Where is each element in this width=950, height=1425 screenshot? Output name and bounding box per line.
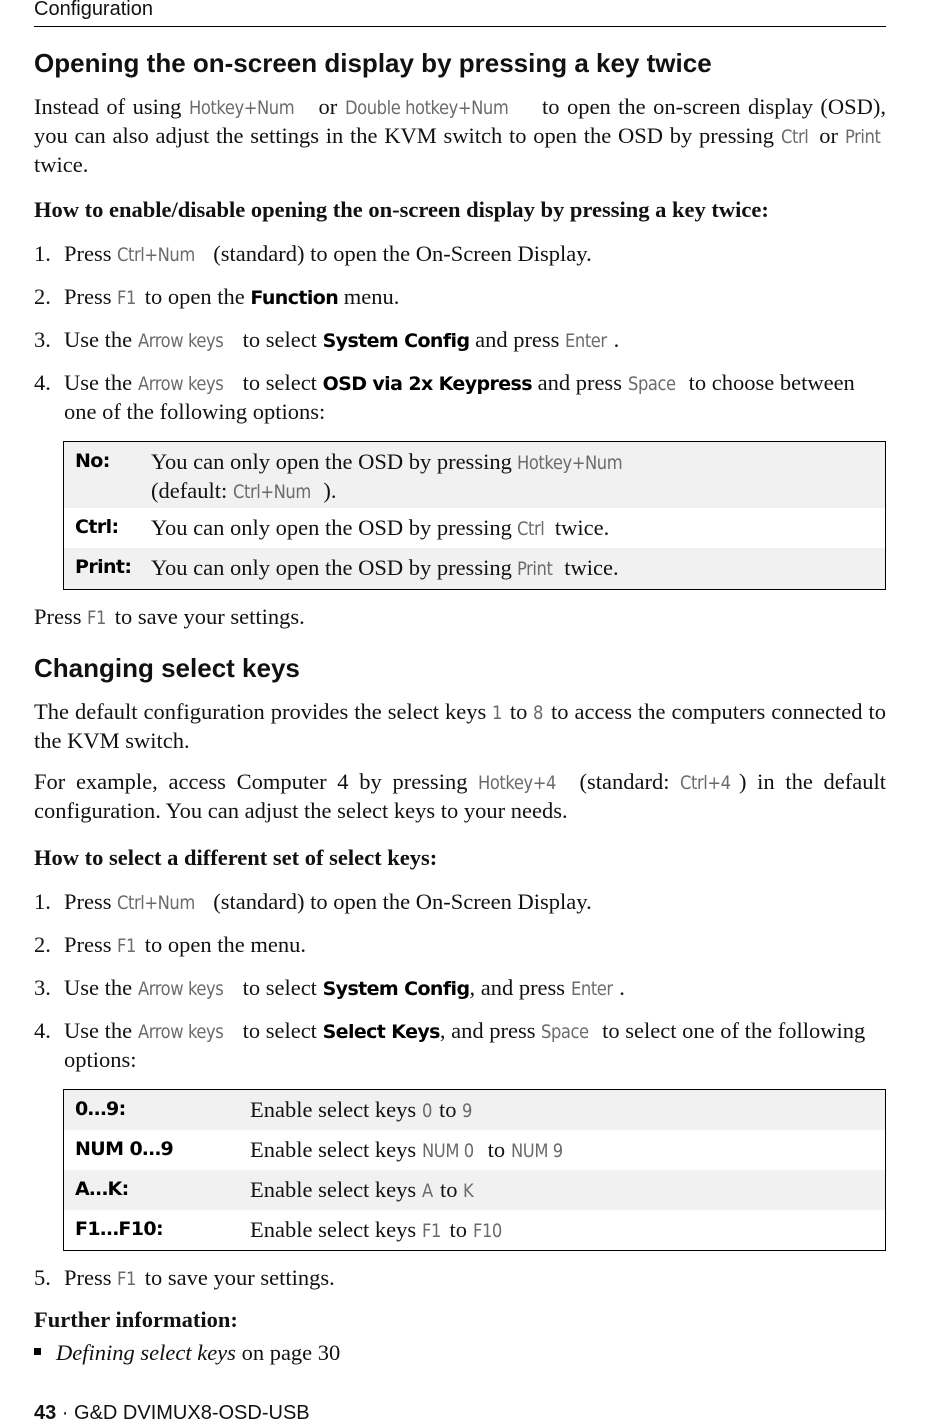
product-name: G&D DVIMUX8-OSD-USB: [74, 1402, 310, 1424]
option-row: Ctrl: You can only open the OSD by pressing Ctrl twice.: [75, 515, 610, 540]
option-row: 0…9: Enable select keys 0 to 9: [64, 1090, 885, 1130]
header-divider: [34, 26, 886, 27]
step-item: 4. Use the Arrow keys to select OSD via 2x Keypress and press Space to choose between one of the following options:: [34, 370, 855, 424]
cross-reference-link[interactable]: Defining select keys: [56, 1340, 236, 1365]
section-title-osd-twice: Opening the on-screen display by pressing a key twice: [34, 48, 712, 78]
select-keys-options-table: [63, 1089, 886, 1251]
option-row: No: You can only open the OSD by pressing Hotkey+Num (default: Ctrl+Num ).: [64, 442, 885, 508]
example-paragraph: For example, access Computer 4 by pressing Hotkey+4 (standard: Ctrl+4 ) in the default configuration. You can adjust the select keys to your needs.: [34, 769, 886, 823]
option-key: Print:: [75, 556, 132, 578]
option-row: Print: You can only open the OSD by pressing Print twice.: [64, 548, 885, 589]
running-header: Configuration: [34, 0, 153, 20]
howto-heading-select: How to select a different set of select keys:: [34, 845, 438, 870]
option-key: A…K:: [75, 1178, 129, 1200]
option-key: NUM 0…9: [75, 1138, 174, 1160]
step-item: 4. Use the Arrow keys to select Select Keys, and press Space to select one of the following options:: [34, 1018, 866, 1072]
section-title-select-keys: Changing select keys: [34, 653, 300, 683]
step-item: 1. Press Ctrl+Num (standard) to open the On-Screen Display.: [34, 241, 592, 266]
further-info-heading: Further information:: [34, 1307, 238, 1332]
step-item: 1. Press Ctrl+Num (standard) to open the On-Screen Display.: [34, 889, 592, 914]
step-item: 3. Use the Arrow keys to select System Config and press Enter .: [34, 327, 620, 352]
step-item: 3. Use the Arrow keys to select System Config, and press Enter .: [34, 975, 625, 1000]
intro-paragraph: Instead of using Hotkey+Num or Double hotkey+Num to open the on-screen display (OSD), you can also adjust the settings in the KVM switch to open the OSD by pressing Ctrl or Print twice.: [34, 94, 886, 177]
step-item: 2. Press F1 to open the menu.: [34, 932, 307, 957]
option-key: F1…F10:: [75, 1218, 164, 1240]
howto-heading-osd: How to enable/disable opening the on-screen display by pressing a key twice:: [34, 197, 769, 222]
page-footer: 43 · G&D DVIMUX8-OSD-USB: [34, 1402, 310, 1424]
page-number: 43: [34, 1402, 57, 1424]
option-key: No:: [75, 450, 110, 472]
save-note: Press F1 to save your settings.: [34, 604, 305, 629]
option-row: A…K: Enable select keys A to K: [64, 1170, 885, 1210]
option-row: NUM 0…9 Enable select keys NUM 0 to NUM 9: [75, 1137, 563, 1162]
osd-options-table: [63, 441, 886, 590]
option-row: F1…F10: Enable select keys F1 to F10: [75, 1217, 502, 1242]
step-item: 2. Press F1 to open the Function menu.: [34, 284, 400, 309]
option-key: 0…9:: [75, 1098, 126, 1120]
option-key: Ctrl:: [75, 516, 119, 538]
further-info-item: Defining select keys on page 30: [34, 1339, 886, 1366]
bullet-icon: [34, 1348, 41, 1355]
step-item: 5. Press F1 to save your settings.: [34, 1265, 335, 1290]
select-keys-paragraph: The default configuration provides the select keys 1 to 8 to access the computers connected to the KVM switch.: [34, 699, 886, 753]
